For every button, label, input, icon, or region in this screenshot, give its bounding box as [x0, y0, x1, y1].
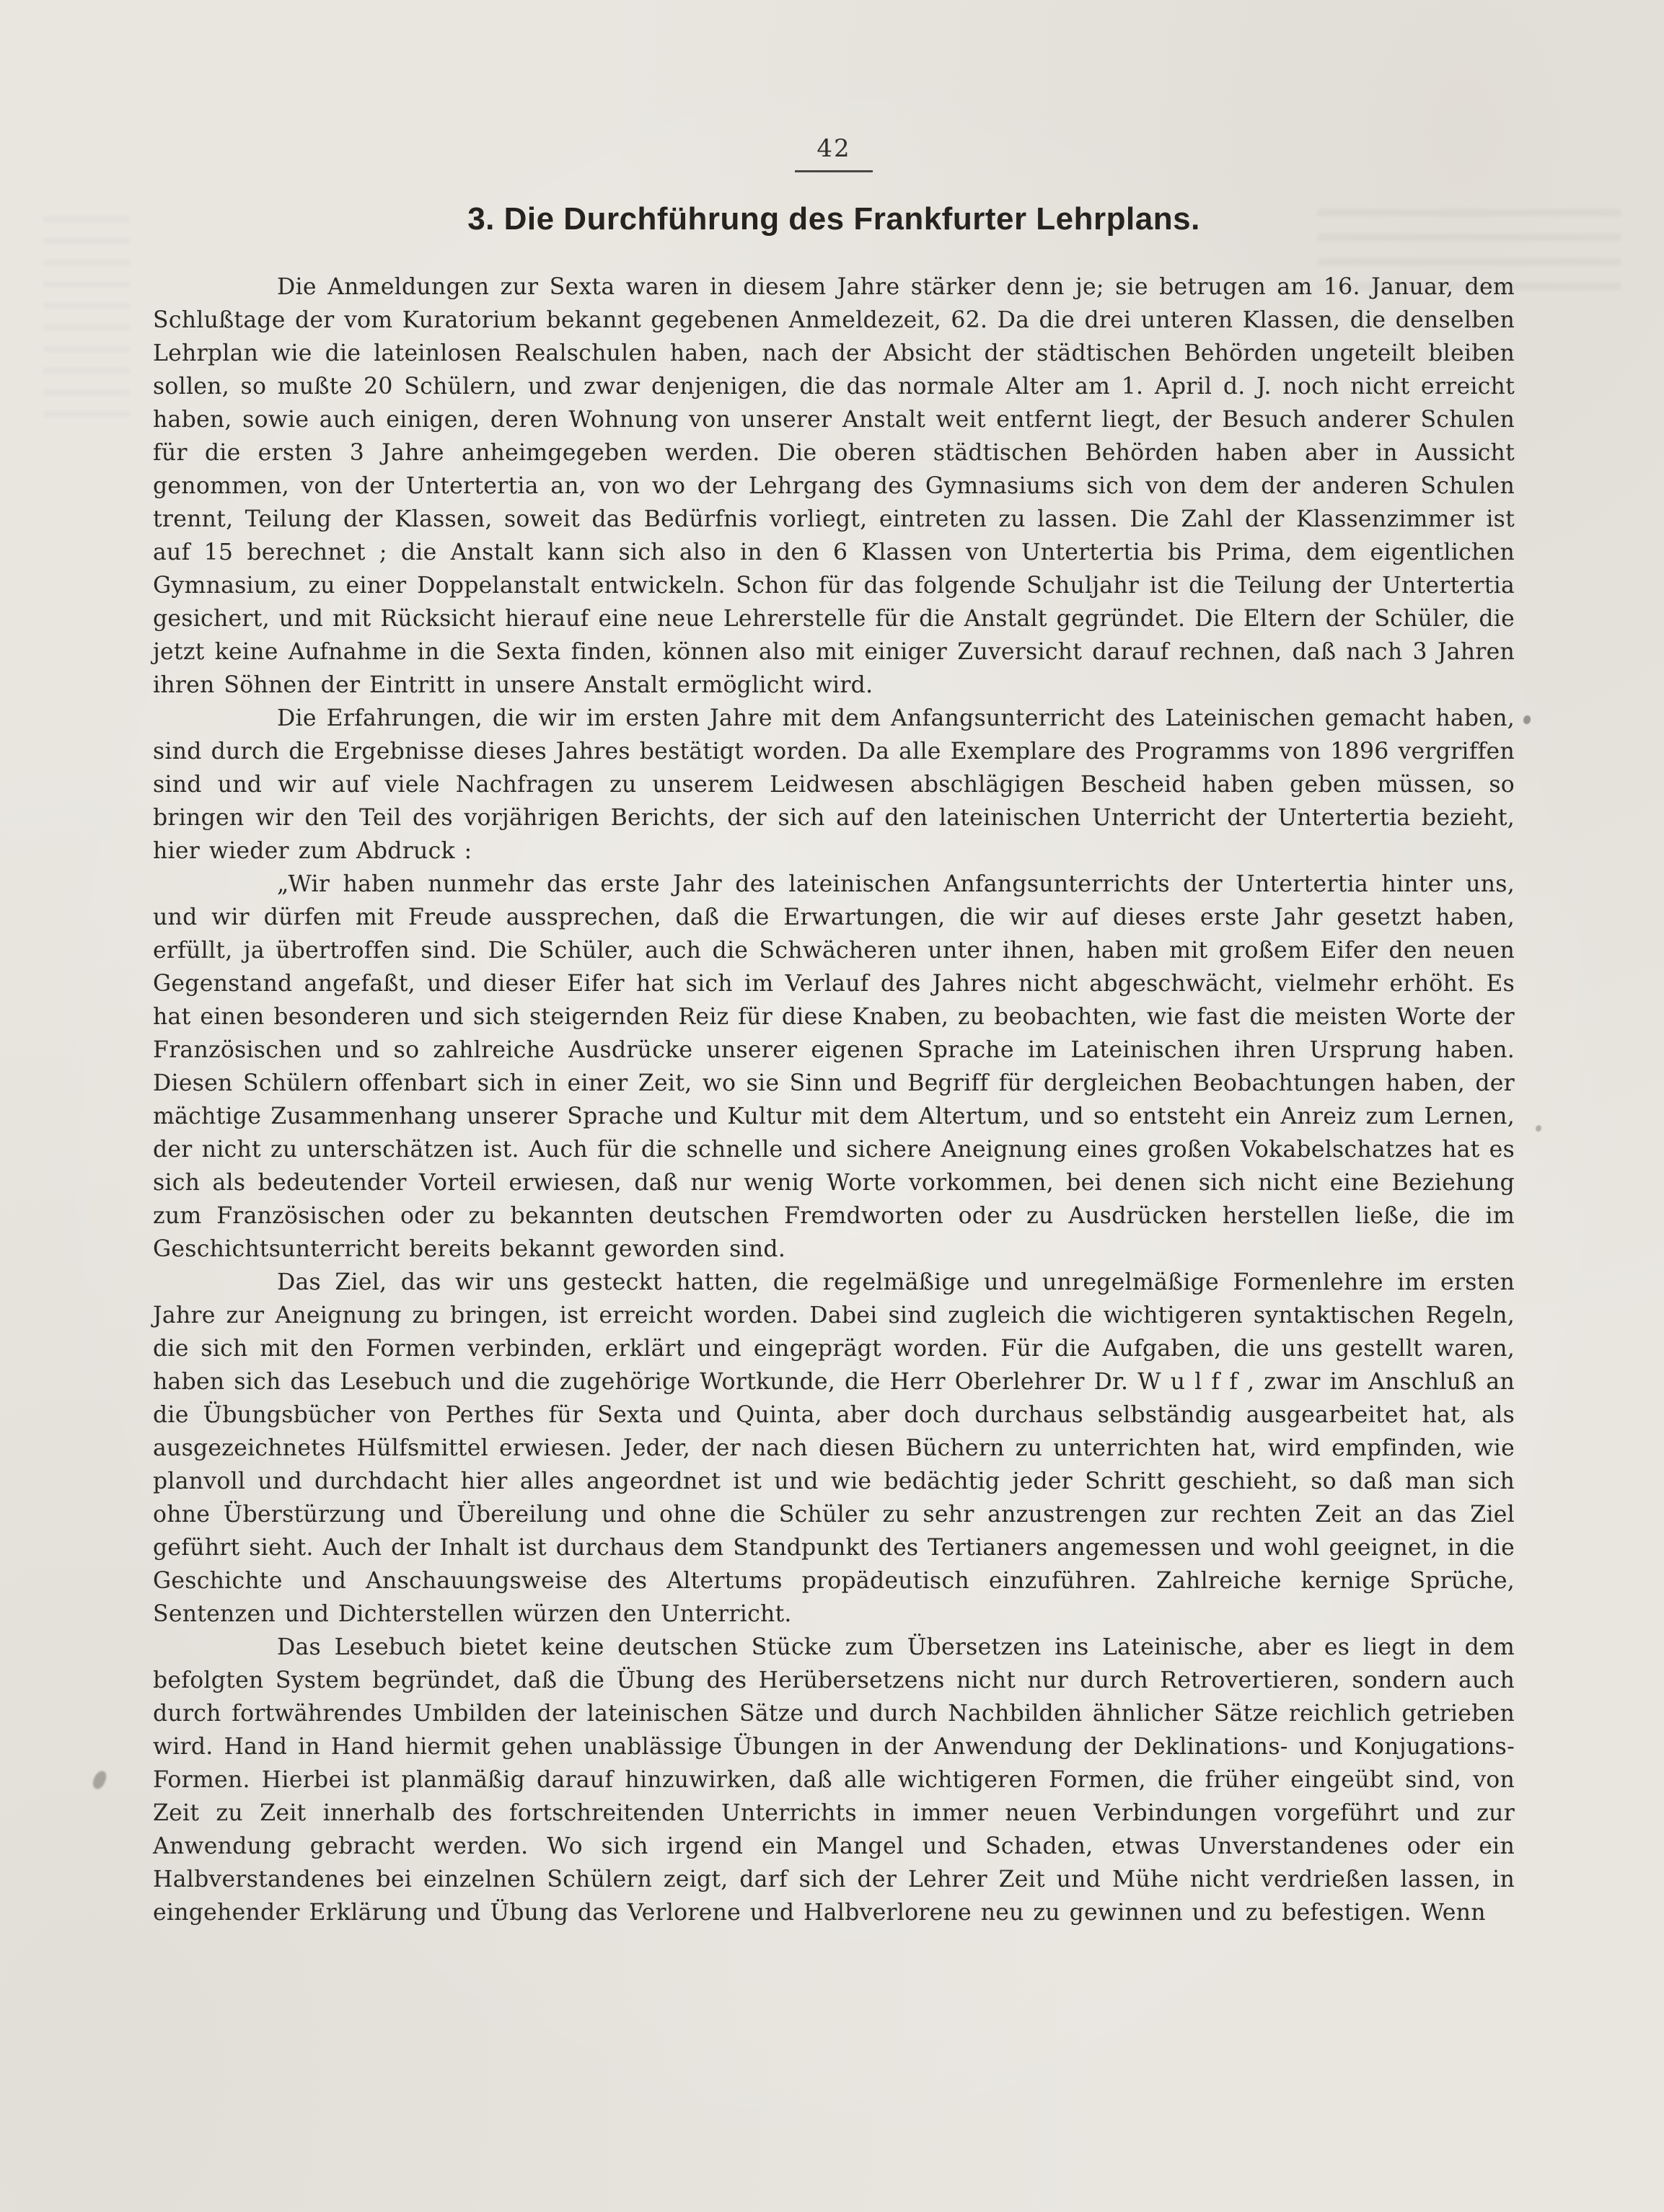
page-number-text: 42	[795, 134, 872, 172]
paragraph: Das Lesebuch bietet keine deutschen Stücke zum Übersetzen ins Lateinische, aber es liegt in dem befolgten System begründet, daß die Übung des Herübersetzens nicht nur durch Retrovertieren, sondern auch durch fortwährendes Umbilden der lateinischen Sätze und durch Nachbilden ähnlicher Sätze reichlich getrieben wird. Hand in Hand hiermit gehen unablässige Übungen in der Anwendung der Deklinations- und Konjugations-Formen. Hierbei ist planmäßig darauf hinzuwirken, daß alle wichtigeren Formen, die früher eingeübt sind, von Zeit zu Zeit innerhalb des fortschreitenden Unterrichts in immer neuen Verbindungen vorgeführt und zur Anwendung gebracht werden. Wo sich irgend ein Mangel und Schaden, etwas Unverstandenes oder ein Halbverstandenes bei einzelnen Schülern zeigt, darf sich der Lehrer Zeit und Mühe nicht verdrießen lassen, in eingehender Erklärung und Übung das Verlorene und Halbverlorene neu zu gewinnen und zu befestigen. Wenn	[153, 1634, 1515, 1926]
paragraph: Die Erfahrungen, die wir im ersten Jahre mit dem Anfangsunterricht des Lateinischen gemacht haben, sind durch die Ergebnisse dieses Jahres bestätigt worden. Da alle Exemplare des Programms von 1896 vergriffen sind und wir auf viele Nachfragen zu unserem Leidwesen abschlägigen Bescheid haben geben müssen, so bringen wir den Teil des vorjährigen Berichts, der sich auf den lateinischen Unterricht der Untertertia bezieht, hier wieder zum Abdruck :	[153, 705, 1515, 864]
page-number	[153, 134, 1515, 172]
page-content	[153, 134, 1515, 1929]
scan-speck-artifact	[1536, 1125, 1541, 1132]
section-heading: 3. Die Durchführung des Frankfurter Lehrplans.	[467, 201, 1200, 237]
paragraph: Die Anmeldungen zur Sexta waren in diesem Jahre stärker denn je; sie betrugen am 16. Januar, dem Schlußtage der vom Kuratorium bekannt gegebenen Anmeldezeit, 62. Da die drei unteren Klassen, die denselben Lehrplan wie die lateinlosen Realschulen haben, nach der Absicht der städtischen Behörden ungeteilt bleiben sollen, so mußte 20 Schülern, und zwar denjenigen, die das normale Alter am 1. April d. J. noch nicht erreicht haben, sowie auch einigen, deren Wohnung von unserer Anstalt weit entfernt liegt, der Besuch anderer Schulen für die ersten 3 Jahre anheimgegeben werden. Die oberen städtischen Behörden haben aber in Aussicht genommen, von der Untertertia an, von wo der Lehrgang des Gymnasiums sich von dem der anderen Schulen trennt, Teilung der Klassen, soweit das Bedürfnis vorliegt, eintreten zu lassen. Die Zahl der Klassenzimmer ist auf 15 berechnet ; die Anstalt kann sich also in den 6 Klassen von Untertertia bis Prima, dem eigentlichen Gymnasium, zu einer Doppelanstalt entwickeln. Schon für das folgende Schuljahr ist die Teilung der Untertertia gesichert, und mit Rücksicht hierauf eine neue Lehrerstelle für die Anstalt gegründet. Die Eltern der Schüler, die jetzt keine Aufnahme in die Sexta finden, können also mit einiger Zuversicht darauf rechnen, daß nach 3 Jahren ihren Söhnen der Eintritt in unsere Anstalt ermöglicht wird.	[153, 274, 1515, 698]
paragraph: „Wir haben nunmehr das erste Jahr des lateinischen Anfangsunterrichts der Untertertia hinter uns, und wir dürfen mit Freude aussprechen, daß die Erwartungen, die wir auf dieses erste Jahr gesetzt haben, erfüllt, ja übertroffen sind. Die Schüler, auch die Schwächeren unter ihnen, haben mit großem Eifer den neuen Gegenstand angefaßt, und dieser Eifer hat sich im Verlauf des Jahres nicht abgeschwächt, vielmehr erhöht. Es hat einen besonderen und sich steigernden Reiz für diese Knaben, zu beobachten, wie fast die meisten Worte der Französischen und so zahlreiche Ausdrücke unserer eigenen Sprache im Lateinischen ihren Ursprung haben. Diesen Schülern offenbart sich in einer Zeit, wo sie Sinn und Begriff für dergleichen Beobachtungen haben, der mächtige Zusammenhang unserer Sprache und Kultur mit dem Altertum, und so entsteht ein Anreiz zum Lernen, der nicht zu unterschätzen ist. Auch für die schnelle und sichere Aneignung eines großen Vokabelschatzes hat es sich als bedeutender Vorteil erwiesen, daß nur wenig Worte vorkommen, bei denen sich nicht eine Beziehung zum Französischen oder zu bekannten deutschen Fremdworten oder zu Ausdrücken herstellen ließe, die im Geschichtsunterricht bereits bekannt geworden sind.	[153, 871, 1515, 1262]
scan-bleedthrough-artifact	[43, 216, 130, 433]
scan-speck-artifact	[91, 1769, 107, 1791]
scan-speck-artifact	[1523, 715, 1531, 724]
paragraph: Das Ziel, das wir uns gesteckt hatten, die regelmäßige und unregelmäßige Formenlehre im ersten Jahre zur Aneignung zu bringen, ist erreicht worden. Dabei sind zugleich die wichtigeren syntaktischen Regeln, die sich mit den Formen verbinden, erklärt und eingeprägt worden. Für die Aufgaben, die uns gestellt waren, haben sich das Lesebuch und die zugehörige Wortkunde, die Herr Oberlehrer Dr. W u l f f , zwar im Anschluß an die Übungsbücher von Perthes für Sexta und Quinta, aber doch durchaus selbständig ausgearbeitet hat, als ausgezeichnetes Hülfsmittel erwiesen. Jeder, der nach diesen Büchern zu unterrichten hat, wird empfinden, wie planvoll und durchdacht hier alles angeordnet ist und wie bedächtig jeder Schritt geschieht, so daß man sich ohne Überstürzung und Übereilung und ohne die Schüler zu sehr anzustrengen zur rechten Zeit an das Ziel geführt sieht. Auch der Inhalt ist durchaus dem Standpunkt des Tertianers angemessen und wohl geeignet, in die Geschichte und Anschauungsweise des Altertums propädeutisch einzuführen. Zahlreiche kernige Sprüche, Sentenzen und Dichterstellen würzen den Unterricht.	[153, 1269, 1515, 1627]
body-text	[153, 270, 1515, 1929]
